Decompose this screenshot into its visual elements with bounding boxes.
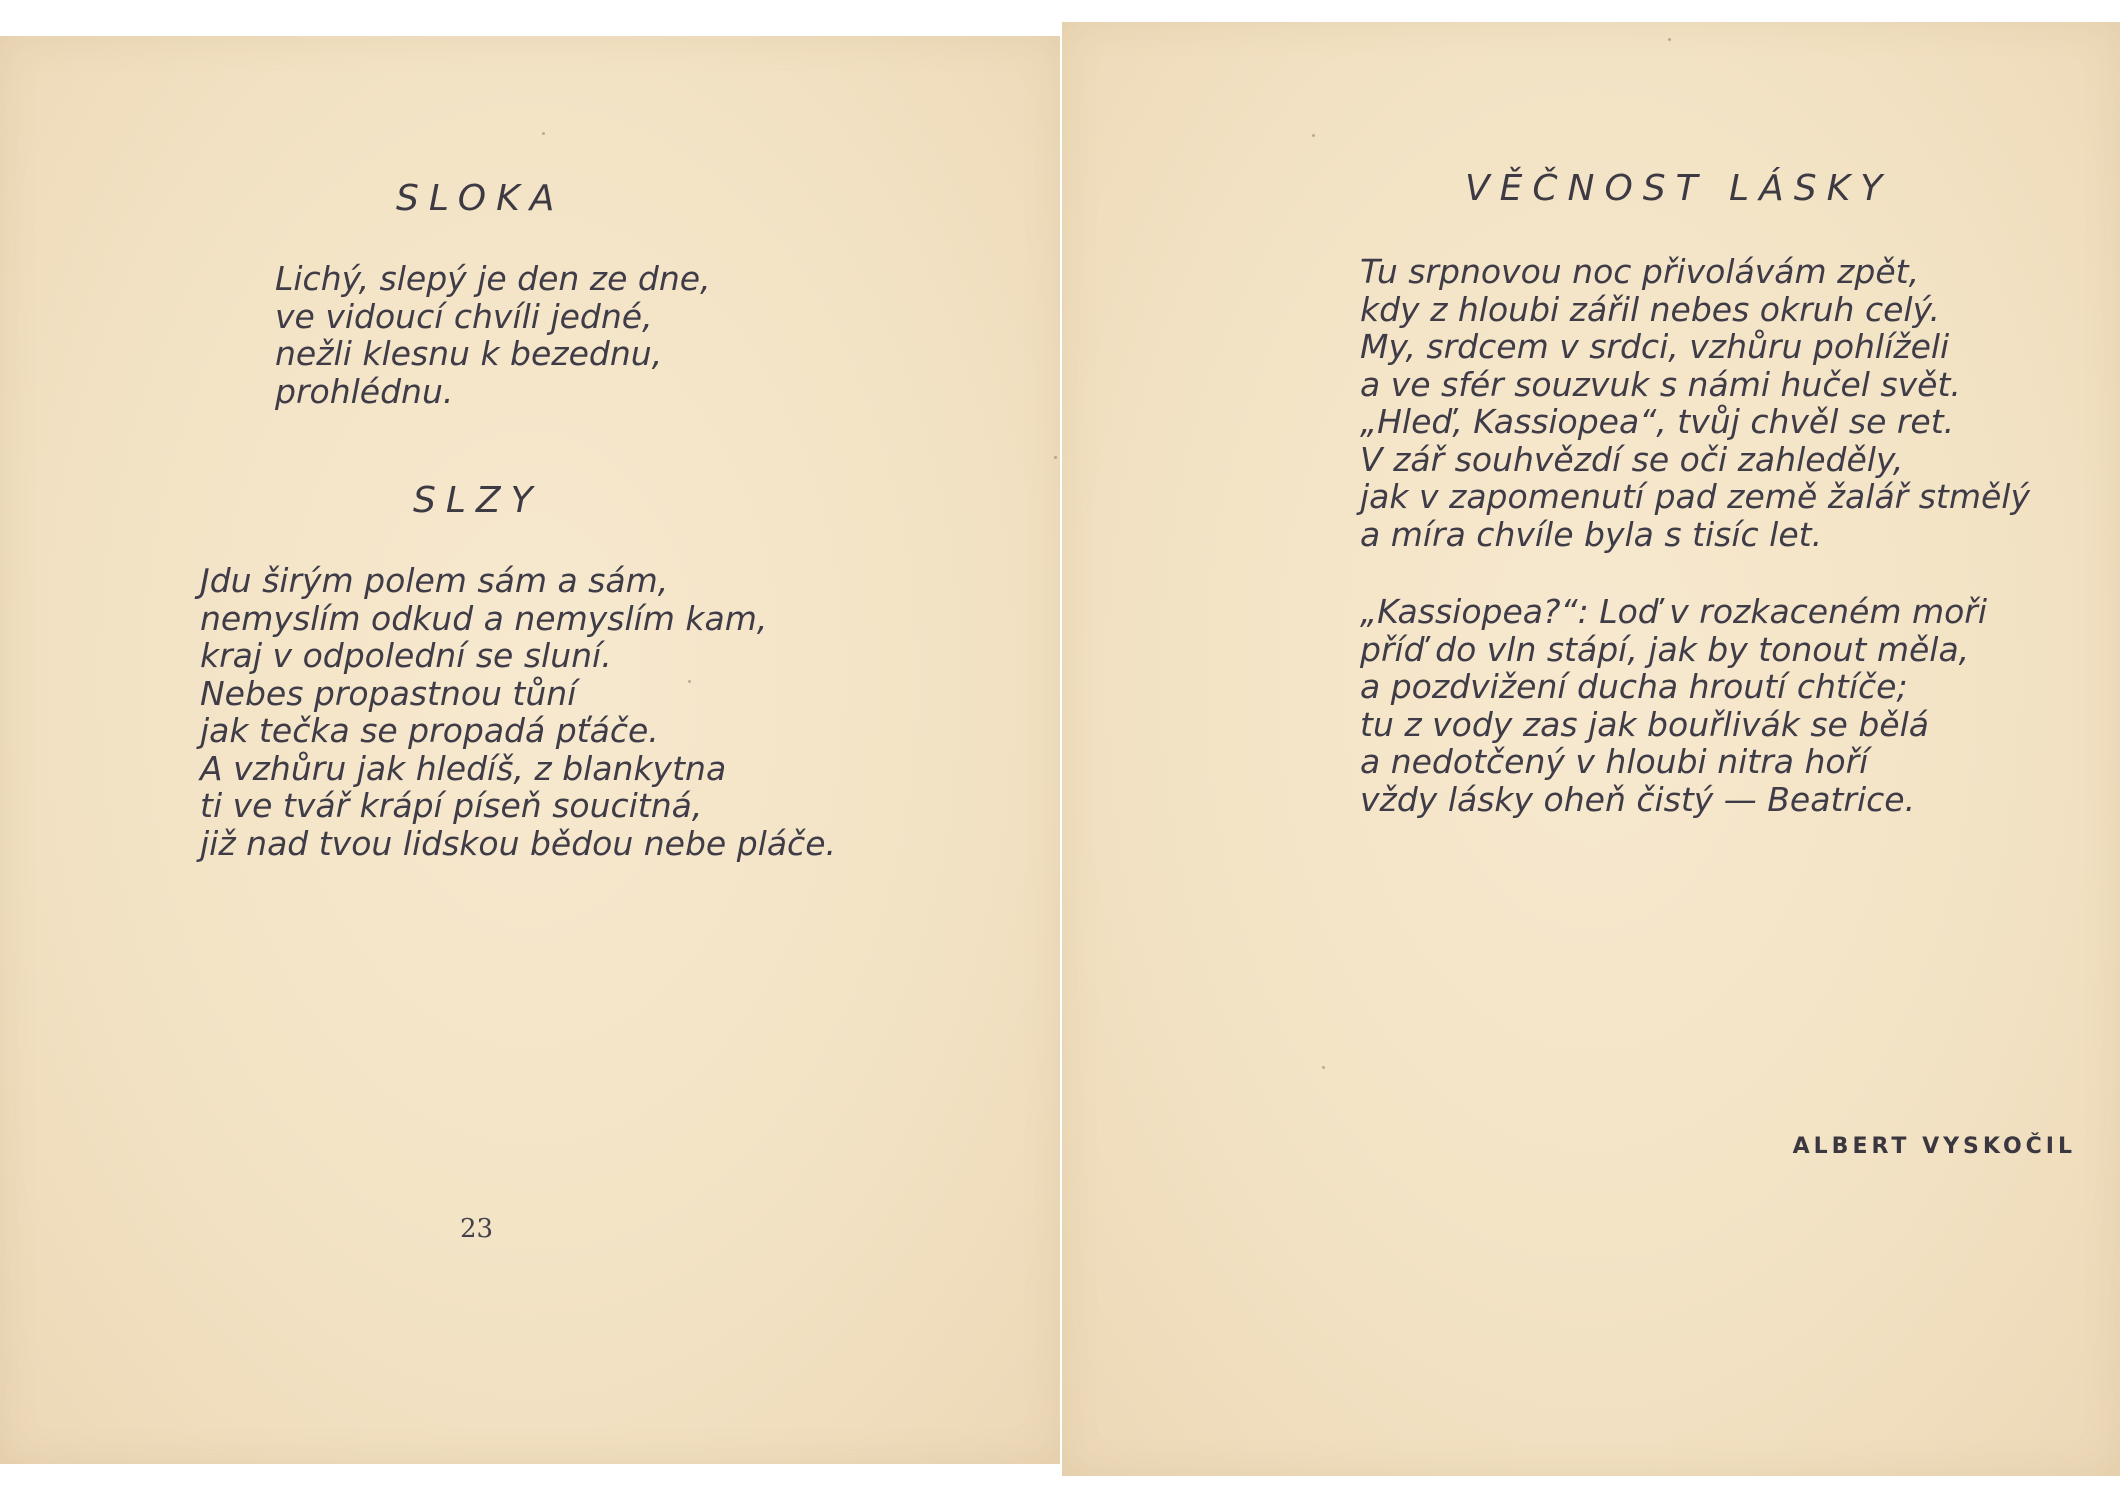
verse-line: nemyslím odkud a nemyslím kam,: [200, 598, 768, 638]
verse-line: Jdu širým polem sám a sám,: [200, 561, 669, 600]
left-page: [0, 36, 1060, 1464]
title-vecnost-lasky: VĚČNOST LÁSKY: [1465, 168, 1893, 209]
verse-line: Tu srpnovou noc přivolávám zpět,: [1360, 252, 1920, 291]
verse-line: a ve sfér souzvuk s námi hučel svět.: [1360, 364, 1961, 404]
verse-line: kdy z hloubi zářil nebes okruh celý.: [1360, 289, 1941, 329]
verse-line: Nebes propastnou tůní: [200, 673, 577, 713]
verse-line: My, srdcem v srdci, vzhůru pohlíželi: [1360, 327, 1950, 366]
verse-line: vždy lásky oheň čistý — Beatrice.: [1360, 779, 1916, 819]
paper-fleck: [542, 132, 545, 135]
verse-line: a nedotčený v hloubi nitra hoří: [1360, 742, 1869, 781]
verse-line: A vzhůru jak hledíš, z blankytna: [200, 748, 727, 788]
verse-line: „Kassiopea?“: Loď v rozkaceném moři: [1360, 592, 1988, 631]
paper-fleck: [1312, 134, 1315, 137]
verse-line: a pozdvižení ducha hroutí chtíče;: [1360, 667, 1908, 706]
verse-line: Lichý, slepý je den ze dne,: [275, 259, 711, 298]
verse-line: jak v zapomenutí pad země žalář stmělý: [1360, 477, 2031, 516]
verse-line: jak tečka se propadá pťáče.: [200, 711, 659, 750]
paper-fleck: [1054, 456, 1057, 459]
verse-line: ti ve tvář krápí píseň soucitná,: [200, 786, 703, 825]
paper-fleck: [688, 680, 691, 683]
verse-line: a míra chvíle byla s tisíc let.: [1360, 514, 1823, 554]
paper-fleck: [1322, 1066, 1325, 1069]
paper-fleck: [1668, 38, 1671, 41]
verse-line: kraj v odpolední se sluní.: [200, 636, 612, 675]
page-number: 23: [460, 1214, 494, 1244]
title-slzy: SLZY: [413, 480, 543, 521]
author-signature: ALBERT VYSKOČIL: [1792, 1134, 2076, 1159]
verse-line: již nad tvou lidskou bědou nebe pláče.: [200, 823, 836, 863]
verse-line: ve vidoucí chvíli jedné,: [275, 296, 653, 336]
poem-slzy: [200, 562, 836, 862]
right-page: [1062, 22, 2120, 1476]
verse-line: V zář souhvězdí se oči zahleděly,: [1360, 439, 1904, 479]
verse-line: nežli klesnu k bezednu,: [275, 334, 663, 373]
poem-stanza-1: [1360, 253, 2030, 553]
verse-line: prohlédnu.: [275, 371, 454, 411]
verse-line: tu z vody zas jak bouřlivák se bělá: [1360, 704, 1929, 744]
title-sloka: SLOKA: [396, 178, 565, 219]
poem-stanza-2: [1360, 593, 1987, 818]
poem-sloka: [275, 260, 711, 410]
verse-line: příď do vln stápí, jak by tonout měla,: [1360, 629, 1970, 669]
verse-line: „Hleď, Kassiopea“, tvůj chvěl se ret.: [1360, 402, 1955, 441]
